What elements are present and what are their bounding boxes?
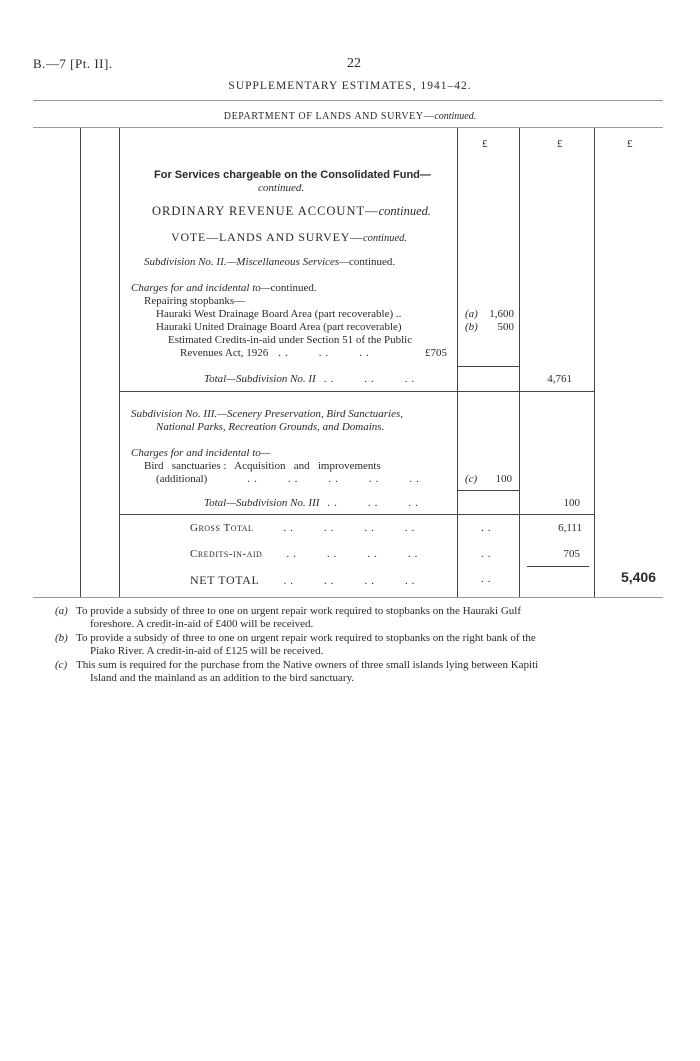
footnote-b-mark: (b) — [55, 632, 68, 644]
footnote-c-line2: Island and the mainland as an addition to the bird sanctuary. — [90, 672, 355, 684]
note-ref-b: (b) — [465, 321, 478, 333]
column-3-border — [594, 128, 595, 597]
page-number: 22 — [347, 56, 361, 71]
table-left-border — [80, 128, 81, 597]
total-subdivision-2-amount: 4,761 — [547, 373, 572, 385]
net-total-amount: 5,406 — [620, 569, 656, 585]
credits-estimate-line2: Revenues Act, 1926 .. .. .. — [180, 347, 373, 359]
subtotal-rule-3 — [457, 490, 519, 491]
page-title: SUPPLEMENTARY ESTIMATES, 1941–42. — [228, 80, 472, 92]
charges-heading: Charges for and incidental to—continued. — [131, 282, 317, 294]
credits-estimate-amount: £705 — [425, 347, 447, 359]
footnote-a-line1: To provide a subsidy of three to one on urgent repair work required to stopbanks on the Hauraki Gulf — [76, 605, 522, 617]
column-1-unit: £ — [482, 138, 488, 150]
header-rule — [33, 100, 663, 101]
column-1-border — [457, 128, 458, 597]
credits-in-aid-label: Credits-in-aid .. .. .. .. — [190, 548, 422, 560]
table-label-border — [119, 128, 120, 597]
column-2-border — [519, 128, 520, 597]
department-title: DEPARTMENT OF LANDS AND SURVEY—continued. — [223, 111, 477, 122]
gross-total-label: Gross Total .. .. .. .. — [190, 522, 419, 534]
credits-estimate-line1: Estimated Credits-in-aid under Section 51 of the Public — [168, 334, 413, 346]
net-total-leader: .. — [481, 573, 495, 585]
section-rule-3 — [119, 514, 594, 515]
footnote-c-line1: This sum is required for the purchase from the Native owners of three small islands lying between Kapiti — [76, 659, 539, 671]
subtotal-rule-2 — [457, 366, 519, 367]
charges-3-heading: Charges for and incidental to— — [131, 447, 271, 459]
footnote-b-line1: To provide a subsidy of three to one on urgent repair work required to stopbanks on the right bank of the — [76, 632, 536, 644]
column-2-unit: £ — [557, 138, 563, 150]
subdivision-3-heading-line1: Subdivision No. III.—Scenery Preservation, Bird Sanctuaries, — [131, 408, 403, 420]
amount-hauraki-west: 1,600 — [489, 308, 514, 320]
gross-total-amount: 6,111 — [558, 522, 582, 534]
item-bird-sanctuaries-line2: (additional) .. .. .. .. .. — [156, 473, 423, 485]
services-heading: For Services chargeable on the Consolidated Fund— — [154, 169, 431, 181]
footnote-b-line2: Piako River. A credit-in-aid of £125 will be received. — [90, 645, 324, 657]
note-ref-c: (c) — [465, 473, 478, 485]
subdivision-2-heading: Subdivision No. II.—Miscellaneous Services—continued. — [144, 256, 396, 268]
vote-heading: VOTE—LANDS AND SURVEY—continued. — [171, 230, 408, 244]
subdivision-3-heading-line2: National Parks, Recreation Grounds, and Domains. — [156, 421, 385, 433]
department-rule — [33, 127, 663, 128]
total-subdivision-2-label: Total—Subdivision No. II .. .. .. — [204, 373, 419, 385]
net-total-label: NET TOTAL .. .. .. .. — [190, 573, 419, 587]
gross-total-leader: .. — [481, 522, 495, 534]
total-subdivision-3-amount: 100 — [563, 497, 580, 509]
item-hauraki-united: Hauraki United Drainage Board Area (part recoverable) — [156, 321, 402, 333]
amount-bird-sanctuaries: 100 — [495, 473, 512, 485]
item-bird-sanctuaries-line1: Bird sanctuaries : Acquisition and improvements — [144, 460, 381, 472]
amount-hauraki-united: 500 — [497, 321, 514, 333]
item-hauraki-west: Hauraki West Drainage Board Area (part recoverable) .. — [156, 308, 402, 320]
credits-in-aid-amount: 705 — [563, 548, 580, 560]
note-ref-a: (a) — [465, 308, 478, 320]
credits-in-aid-leader: .. — [481, 548, 495, 560]
table-bottom-rule — [33, 597, 663, 598]
footnote-c-mark: (c) — [55, 659, 68, 671]
document-reference: B.—7 [Pt. II]. — [33, 56, 113, 71]
column-3-unit: £ — [627, 138, 633, 150]
ordinary-revenue-heading: ORDINARY REVENUE ACCOUNT—continued. — [152, 204, 432, 218]
services-continued: continued. — [258, 182, 305, 194]
section-rule-2 — [119, 391, 594, 392]
footnote-a-mark: (a) — [55, 605, 68, 617]
repairing-stopbanks: Repairing stopbanks— — [144, 295, 246, 307]
footnote-a-line2: foreshore. A credit-in-aid of £400 will be received. — [90, 618, 314, 630]
total-subdivision-3-label: Total—Subdivision No. III .. .. .. — [204, 497, 422, 509]
net-total-rule — [527, 566, 589, 567]
